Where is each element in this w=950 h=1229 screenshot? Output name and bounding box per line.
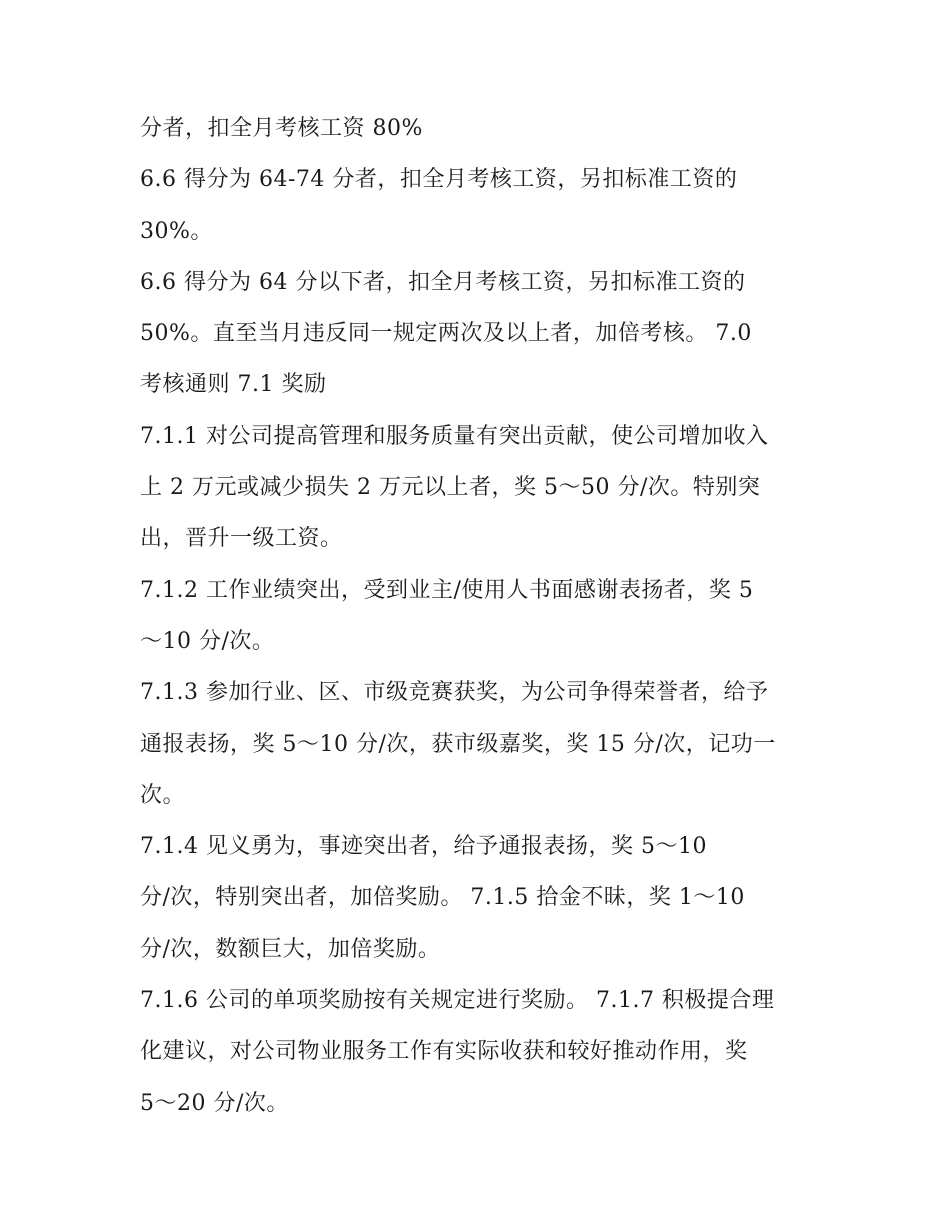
text-line: 上 2 万元或减少损失 2 万元以上者，奖 5～50 分/次。特别突 (140, 475, 761, 501)
text-line: 化建议，对公司物业服务工作有实际收获和较好推动作用，奖 (140, 1039, 748, 1065)
text-line: 7.1.6 公司的单项奖励按有关规定进行奖励。 7.1.7 积极提合理 (140, 988, 775, 1014)
text-line: 6.6 得分为 64-74 分者，扣全月考核工资，另扣标准工资的 (140, 167, 738, 193)
text-line: ～10 分/次。 (140, 628, 275, 654)
text-line: 考核通则 7.1 奖励 (140, 372, 327, 398)
text-line: 5～20 分/次。 (140, 1090, 289, 1116)
text-line: 6.6 得分为 64 分以下者，扣全月考核工资，另扣标准工资的 (140, 269, 746, 295)
text-line: 7.1.4 见义勇为，事迹突出者，给予通报表扬，奖 5～10 (140, 834, 707, 860)
text-line: 30%。 (140, 218, 213, 244)
text-line: 7.1.2 工作业绩突出，受到业主/使用人书面感谢表扬者，奖 5 (140, 577, 754, 603)
text-line: 分/次，特别突出者，加倍奖励。 7.1.5 拾金不昧，奖 1～10 (140, 885, 745, 911)
text-line: 50%。直至当月违反同一规定两次及以上者，加倍考核。 7.0 (140, 321, 752, 347)
document-body (140, 103, 820, 1129)
text-line: 次。 (140, 782, 186, 808)
text-line: 分/次，数额巨大，加倍奖励。 (140, 936, 441, 962)
text-line: 分者，扣全月考核工资 80% (140, 116, 423, 141)
text-line: 出，晋升一级工资。 (140, 526, 343, 552)
text-line: 7.1.3 参加行业、区、市级竞赛获奖，为公司争得荣誉者，给予 (140, 680, 769, 706)
text-line: 7.1.1 对公司提高管理和服务质量有突出贡献，使公司增加收入 (140, 423, 769, 449)
text-line: 通报表扬，奖 5～10 分/次，获市级嘉奖，奖 15 分/次，记功一 (140, 731, 776, 757)
